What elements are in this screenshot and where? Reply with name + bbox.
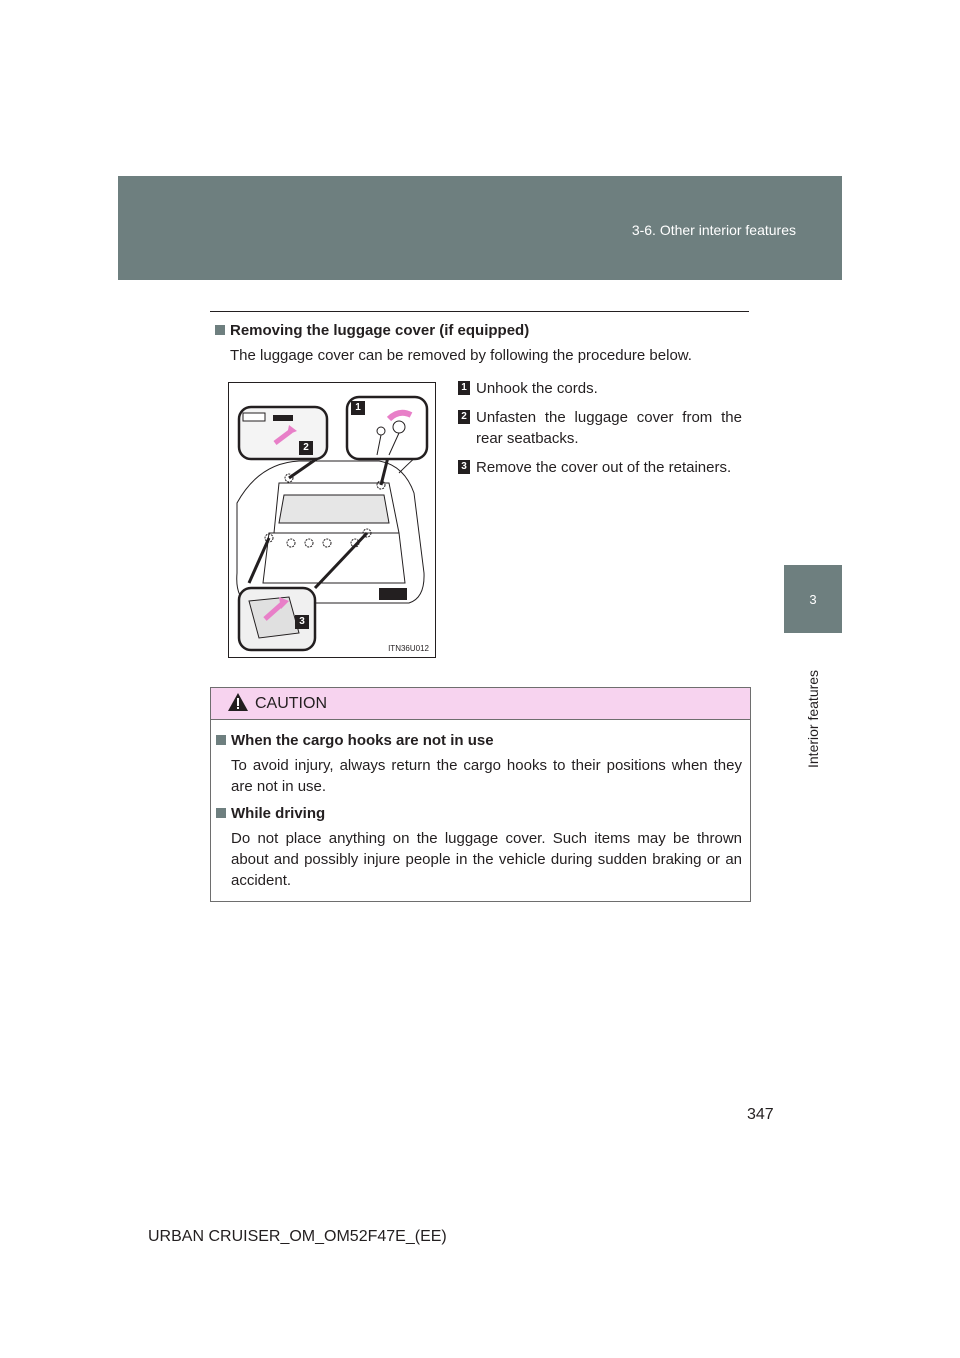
figure-callout-2: 2 [303,442,309,453]
step-number-icon: 3 [458,460,470,474]
step-item: 1 Unhook the cords. [458,378,742,399]
figure-callout-3: 3 [299,616,305,627]
step-item: 2 Unfasten the luggage cover from the rear seatbacks. [458,407,742,449]
caution-title: CAUTION [255,695,327,712]
caution-box [210,687,751,902]
document-id: URBAN CRUISER_OM_OM52F47E_(EE) [148,1228,447,1245]
luggage-cover-illustration [228,382,436,658]
bullet-square-icon [215,325,225,335]
figure-code: ITN36U012 [388,644,429,653]
caution-item-heading: When the cargo hooks are not in use [216,730,742,751]
warning-triangle-icon [227,692,249,712]
figure-callout-1: 1 [355,402,361,413]
caution-item-text: To avoid injury, always return the cargo hooks to their positions when they are not in use. [231,757,742,795]
bullet-square-icon [216,735,226,745]
divider [210,311,749,312]
step-number-icon: 1 [458,381,470,395]
caution-item-heading: While driving [216,803,742,824]
step-number-icon: 2 [458,410,470,424]
subsection-heading: Removing the luggage cover (if equipped) [215,322,529,339]
steps-list [458,378,742,486]
intro-text: The luggage cover can be removed by following the procedure below. [230,347,692,364]
bullet-square-icon [216,808,226,818]
header-band [118,176,842,280]
chapter-tab-label: Interior features [805,669,821,769]
vehicle-rear-drawing [229,383,435,657]
caution-body [211,720,750,891]
page-number: 347 [747,1106,774,1123]
step-item: 3 Remove the cover out of the retainers. [458,457,742,478]
chapter-tab-number: 3 [784,565,842,633]
section-title: 3-6. Other interior features [631,222,796,238]
caution-header [211,688,750,720]
caution-item-text: Do not place anything on the luggage cover. Such items may be thrown about and possibly injure people in the vehicle during sudden braking or an accident. [231,830,742,889]
